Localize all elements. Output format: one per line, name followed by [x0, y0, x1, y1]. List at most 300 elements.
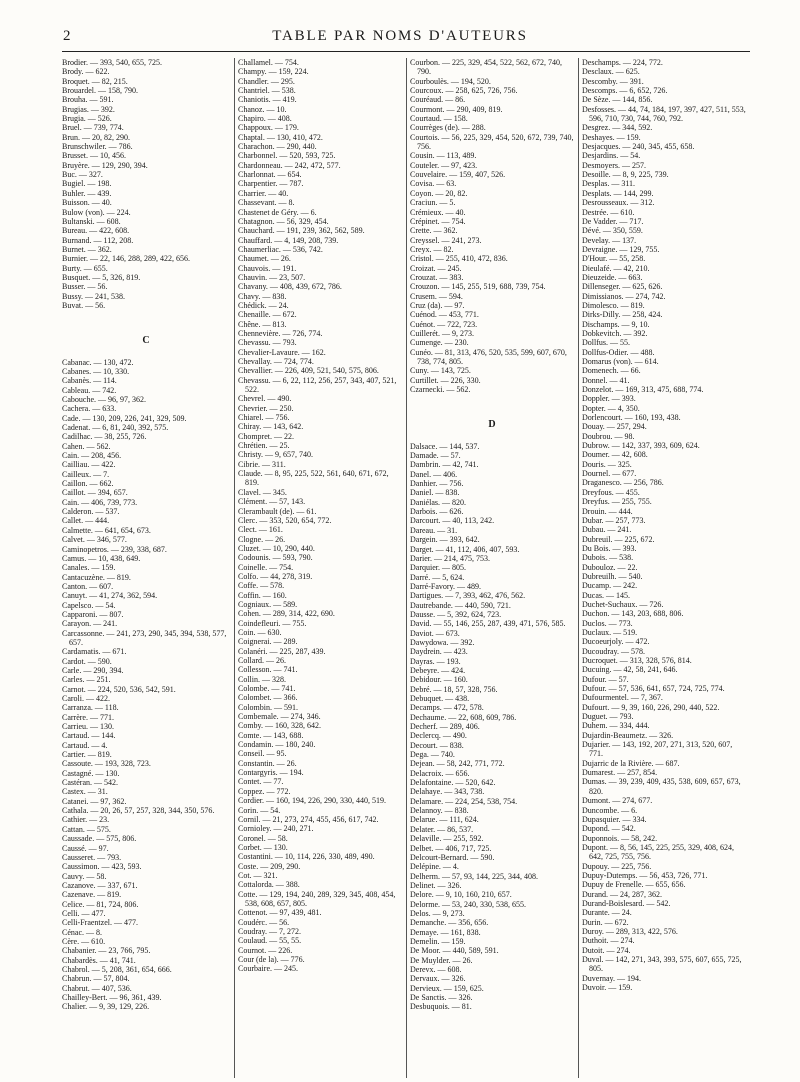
index-entry: Chiray. — 143, 642.	[238, 422, 304, 432]
index-entry: Desoille. — 8, 9, 225, 739.	[582, 170, 669, 180]
index-entry: Covisa. — 63.	[410, 179, 457, 189]
index-entry: Creyssel. — 241, 273.	[410, 235, 482, 245]
index-entry: Craciun. — 5.	[410, 198, 456, 208]
index-entry: Du Bois. — 393.	[582, 543, 637, 553]
index-entry: Cabanac. — 130, 472.	[62, 357, 134, 367]
index-entry: Coudray. — 7, 272.	[238, 926, 302, 936]
index-entry: Contet. — 77.	[238, 777, 284, 787]
index-entry: Cogniaux. — 589.	[238, 599, 298, 609]
index-entry: Cruz (da). — 97.	[410, 300, 465, 310]
index-entry: Damade. — 57.	[410, 451, 461, 461]
index-entry: Destrée. — 610.	[582, 207, 635, 217]
index-entry: Dupasquier. — 334.	[582, 814, 647, 824]
index-entry: Darier. — 214, 475, 753.	[410, 553, 490, 563]
index-entry: Cousin. — 113, 489.	[410, 151, 477, 161]
index-entry: Bulow (von). — 224.	[62, 207, 131, 217]
index-entry: Capparoni. — 807.	[62, 609, 124, 619]
index-entry: Creyx. — 82.	[410, 244, 454, 254]
index-entry: Duchet-Suchaux. — 726.	[582, 599, 664, 609]
index-entry: Caminopetros. — 239, 338, 687.	[62, 544, 167, 554]
index-entry: Caussé. — 97.	[62, 843, 109, 853]
index-entry: Carles. — 251.	[62, 675, 111, 685]
index-entry: Chantriel. — 538.	[238, 86, 296, 96]
index-entry: Charpentier. — 787.	[238, 179, 304, 189]
index-entry: Dubreuilh. — 540.	[582, 571, 643, 581]
index-entry: Chaumerliac. — 536, 742.	[238, 244, 323, 254]
index-entry: Duroy. — 289, 313, 422, 576.	[582, 926, 678, 936]
index-entry: Combemale. — 274, 346.	[238, 712, 321, 722]
index-entry: Dimissianos. — 274, 742.	[582, 291, 666, 301]
index-entry: Cain. — 208, 456.	[62, 451, 122, 461]
index-entry: Coffin. — 160.	[238, 590, 287, 600]
index-entry: Coronel. — 58.	[238, 833, 288, 843]
index-entry: Courbon. — 225, 329, 454, 522, 562, 672, 740, 790.	[410, 58, 562, 77]
index-entry: Carrère. — 771.	[62, 712, 114, 722]
index-entry: Cordier. — 160, 194, 226, 290, 330, 440, 519.	[238, 796, 386, 806]
index-entry: Cadenat. — 6, 81, 240, 392, 575.	[62, 423, 169, 433]
index-entry: D'Hour. — 55, 258.	[582, 254, 646, 264]
index-entry: Crouzat. — 383.	[410, 272, 464, 282]
index-entry: Cailliau. — 422.	[62, 460, 116, 470]
index-entry: Cahen. — 562.	[62, 441, 111, 451]
index-entry: Chevassu. — 793.	[238, 338, 297, 348]
index-entry: Chabanier. — 23, 766, 795.	[62, 946, 151, 956]
index-entry: Brugias. — 392.	[62, 104, 115, 114]
index-entry: Darbois. — 626.	[410, 507, 464, 517]
index-entry: Duncombe. — 6.	[582, 805, 638, 815]
index-entry: Dimolesco. — 819.	[582, 300, 645, 310]
index-entry: Declercq. — 490.	[410, 731, 467, 741]
index-entry: Duthoit. — 274.	[582, 936, 635, 946]
index-entry: Cartaud. — 4.	[62, 740, 108, 750]
index-entry: Cottalorda. — 388.	[238, 880, 300, 890]
index-entry: Buc. — 327.	[62, 170, 103, 180]
index-entry: Daniel. — 838.	[410, 488, 460, 498]
index-entry: Collard. — 26.	[238, 656, 286, 665]
index-entry: Cournot. — 226.	[238, 945, 293, 955]
index-entry: Desplats. — 144, 299.	[582, 188, 654, 198]
index-entry: Coste. — 209, 290.	[238, 861, 301, 871]
index-entry: Carcassonne. — 241, 273, 290, 345, 394, 538, 577, 657.	[62, 628, 227, 647]
index-entry: Conseil. — 95.	[238, 749, 287, 759]
index-entry: Duval. — 142, 271, 343, 393, 575, 607, 655, 725, 805.	[582, 955, 742, 974]
index-entry: Chassevant. — 8.	[238, 198, 295, 208]
index-entry: Durante. — 24.	[582, 908, 632, 918]
index-entry: Colombet. — 366.	[238, 693, 298, 703]
index-entry: Cazenave. — 819.	[62, 890, 122, 900]
index-entry: Dollfus-Odier. — 488.	[582, 347, 655, 357]
index-entry: Dechaume. — 22, 608, 609, 786.	[410, 712, 517, 722]
index-entry: Crette. — 362.	[410, 226, 458, 236]
index-entry: Brugia. — 526.	[62, 114, 112, 124]
index-entry: Ducoeurjoly. — 472.	[582, 637, 650, 647]
index-entry: Durand-Boislesard. — 542.	[582, 898, 671, 908]
index-entry: Colombin. — 591.	[238, 702, 299, 712]
index-entry: Bureau. — 422, 608.	[62, 226, 130, 236]
index-entry: Demaye. — 161, 838.	[410, 927, 481, 937]
index-entry: Coudérc. — 56.	[238, 917, 290, 927]
index-entry: Coignerai. — 289.	[238, 637, 298, 647]
index-entry: Cot. — 321.	[238, 870, 278, 880]
index-entry: Challamel. — 754.	[238, 58, 299, 67]
index-entry: Cathier. — 23.	[62, 815, 110, 825]
index-entry: Chevrel. — 490.	[238, 394, 292, 404]
index-entry: Burnand. — 112, 208.	[62, 235, 134, 245]
index-entry: Demelin. — 159.	[410, 936, 466, 946]
index-entry: Dumarest. — 257, 854.	[582, 768, 658, 778]
index-entry: Busquet. — 5, 326, 819.	[62, 272, 141, 282]
index-entry: Collesson. — 741.	[238, 665, 298, 675]
index-entry: Couréaud. — 86.	[410, 95, 466, 105]
index-entry: Chalier. — 9, 39, 129, 226.	[62, 1002, 150, 1012]
index-entry: Chanoz. — 10.	[238, 104, 287, 114]
index-entry: Chauvin. — 23, 507.	[238, 272, 306, 282]
index-entry: Delaville. — 255, 592.	[410, 834, 484, 844]
index-entry: Chabrut. — 407, 536.	[62, 983, 132, 993]
index-entry: Delépine. — 4.	[410, 862, 459, 872]
index-entry: Coffe. — 578.	[238, 581, 285, 591]
index-entry: Delamare. — 224, 254, 538, 754.	[410, 796, 518, 806]
index-entry: Durand. — 24, 287, 362.	[582, 889, 662, 899]
index-entry: Coppez. — 772.	[238, 786, 291, 796]
index-entry: Delbet. — 406, 717, 725.	[410, 843, 492, 853]
index-entry: Celli-Fraentzel. — 477.	[62, 918, 138, 928]
index-entry: Dupont. — 8, 56, 145, 225, 255, 329, 408, 624, 642, 725, 755, 756.	[582, 842, 734, 862]
index-entry: Dufourt. — 9, 39, 160, 226, 290, 440, 522.	[582, 702, 720, 712]
index-entry: Chardonneau. — 242, 472, 577.	[238, 160, 341, 170]
index-entry: Codounis. — 593, 790.	[238, 553, 313, 563]
index-entry: Ducuing. — 42, 58, 241, 646.	[582, 665, 678, 675]
index-entry: Corin. — 54.	[238, 805, 281, 815]
index-entry: Czarnecki. — 562.	[410, 385, 471, 395]
index-column-4	[578, 58, 750, 1078]
index-entry: Delos. — 9, 273.	[410, 908, 465, 918]
index-entry: Chenaille. — 672.	[238, 310, 297, 320]
index-entry: Courmont. — 290, 409, 819.	[410, 104, 503, 114]
index-entry: Debuquet. — 438.	[410, 694, 470, 703]
index-entry: Dautrebande. — 440, 590, 721.	[410, 600, 511, 610]
index-entry: Crépinet. — 754.	[410, 216, 466, 226]
index-entry: Burty. — 655.	[62, 263, 108, 273]
index-entry: Dutoit. — 274.	[582, 945, 631, 955]
index-entry: Courboulès. — 194, 520.	[410, 76, 491, 86]
index-entry: Courrèges (de). — 288.	[410, 123, 486, 133]
index-entry: Cuénot. — 722, 723.	[410, 319, 478, 329]
index-entry: Chavany. — 408, 439, 672, 786.	[238, 282, 342, 292]
index-entry: Deschamps. — 224, 772.	[582, 58, 663, 67]
index-entry: Buisson. — 40.	[62, 198, 112, 208]
index-entry: Colanéri. — 225, 287, 439.	[238, 646, 326, 656]
index-entry: Chennevière. — 726, 774.	[238, 328, 323, 338]
index-entry: Bruel. — 739, 774.	[62, 123, 124, 133]
index-entry: Dupuy de Frenelle. — 655, 656.	[582, 880, 686, 890]
index-entry: Dieuzeide. — 663.	[582, 272, 643, 282]
index-entry: Descomps. — 6, 652, 726.	[582, 86, 668, 96]
index-entry: Cour (de la). — 776.	[238, 955, 305, 964]
index-entry: Caillon. — 662.	[62, 479, 114, 489]
index-entry: Cailleux. — 7.	[62, 469, 110, 479]
index-entry: Chailley-Bert. — 96, 361, 439.	[62, 993, 162, 1002]
index-entry: Carayon. — 241.	[62, 619, 118, 629]
index-entry: Carle. — 290, 394.	[62, 665, 124, 675]
section-letter: D	[488, 419, 496, 431]
index-entry: Dévé. — 350, 559.	[582, 226, 643, 236]
index-entry: Cachera. — 633.	[62, 404, 117, 414]
page-header	[50, 28, 750, 50]
index-entry: Dervaux. — 326.	[410, 974, 466, 984]
index-entry: Chêne. — 813.	[238, 319, 287, 329]
index-entry: Dournel. — 677.	[582, 469, 637, 479]
index-entry: Delore. — 9, 10, 160, 210, 657.	[410, 890, 512, 900]
index-entry: Curtillet. — 226, 330.	[410, 375, 481, 385]
index-entry: Ducroquet. — 313, 328, 576, 814.	[582, 656, 692, 665]
index-entry: Delannoy. — 838.	[410, 806, 469, 816]
index-entry: Drouin. — 444.	[582, 506, 633, 516]
index-entry: Deshayes. — 159.	[582, 132, 641, 142]
index-entry: Desjardins. — 54.	[582, 151, 641, 161]
index-entry: Ducamp. — 242.	[582, 581, 638, 591]
index-entry: Celli. — 477.	[62, 908, 106, 918]
index-entry: Dervieux. — 159, 625.	[410, 983, 484, 993]
index-entry: Clogne. — 26.	[238, 534, 286, 544]
index-entry: Cornioley. — 240, 271.	[238, 824, 314, 834]
index-entry: Doubrou. — 98.	[582, 431, 635, 441]
index-entry: Dreyfus. — 255, 755.	[582, 497, 652, 507]
index-entry: Desrousseaux. — 312.	[582, 198, 655, 208]
index-entry: Cornil. — 21, 273, 274, 455, 456, 617, 742.	[238, 814, 379, 824]
index-entry: Cadilhac. — 38, 255, 726.	[62, 432, 147, 442]
index-entry: Calmette. — 641, 654, 673.	[62, 525, 151, 535]
index-entry: Brun. — 20, 82, 290.	[62, 132, 130, 142]
index-entry: Carranza. — 118.	[62, 703, 119, 713]
index-entry: Dareau. — 31.	[410, 525, 458, 535]
index-entry: Duguet. — 793.	[582, 712, 634, 722]
index-entry: Dumas. — 39, 239, 409, 435, 538, 609, 657, 673, 820.	[582, 777, 741, 796]
index-entry: Ducas. — 145.	[582, 590, 630, 600]
index-entry: Decherf. — 289, 406.	[410, 722, 480, 732]
index-entry: Dejean. — 58, 242, 771, 772.	[410, 759, 505, 769]
index-entry: Burnet. — 362.	[62, 244, 112, 254]
index-entry: Dubau. — 241.	[582, 525, 632, 535]
index-entry: De Sèze. — 144, 856.	[582, 95, 653, 105]
index-entry: Durin. — 672.	[582, 917, 629, 927]
index-entry: Dubois. — 538.	[582, 553, 634, 563]
index-entry: Bruyère. — 129, 290, 394.	[62, 160, 148, 170]
index-entry: Comte. — 143, 688.	[238, 730, 304, 740]
index-entry: Cabanès. — 114.	[62, 376, 117, 386]
index-entry: Clément. — 57, 143.	[238, 497, 306, 507]
page-number: 2	[63, 28, 71, 44]
index-entry: Donzelot. — 169, 313, 475, 688, 774.	[582, 385, 704, 395]
index-entry: Coyon. — 20, 82.	[410, 188, 468, 198]
index-entry: Dumont. — 274, 677.	[582, 796, 653, 806]
index-columns	[62, 58, 752, 1078]
index-entry: Dayras. — 193.	[410, 656, 461, 666]
index-entry: Delcourt-Bernard. — 590.	[410, 852, 495, 862]
index-entry: Dreyfous. — 455.	[582, 487, 640, 497]
index-entry: Desclaux. — 625.	[582, 67, 640, 77]
index-entry: Dopter. — 4, 350.	[582, 403, 640, 413]
index-entry: Douris. — 325.	[582, 459, 632, 469]
index-entry: Cathala. — 20, 26, 57, 257, 328, 344, 350, 576.	[62, 806, 215, 816]
index-entry: Constantin. — 26.	[238, 758, 297, 768]
index-entry: Brusset. — 10, 456.	[62, 151, 126, 161]
index-entry: Canuyt. — 41, 274, 362, 594.	[62, 591, 158, 601]
index-entry: Caroli. — 422.	[62, 694, 110, 703]
index-entry: Desjacques. — 240, 345, 455, 658.	[582, 142, 695, 152]
index-entry: Dobkevitch. — 392.	[582, 328, 648, 338]
index-entry: Carrieu. — 130.	[62, 722, 114, 732]
index-entry: Cunéo. — 81, 313, 476, 520, 535, 599, 607, 670, 738, 774, 805.	[410, 347, 567, 366]
index-entry: Derevx. — 608.	[410, 964, 462, 974]
index-entry: Douay. — 257, 294.	[582, 422, 647, 432]
index-entry: Corbet. — 130.	[238, 842, 288, 852]
index-entry: Caussade. — 575, 806.	[62, 834, 137, 844]
index-entry: Chaumet. — 26.	[238, 254, 291, 264]
index-entry: Dufour. — 57, 536, 641, 657, 724, 725, 774.	[582, 684, 725, 694]
index-entry: Brody. — 622.	[62, 67, 110, 77]
index-entry: Courtaud. — 158.	[410, 114, 468, 124]
index-entry: Callet. — 444.	[62, 516, 110, 526]
index-entry: Contargyris. — 194.	[238, 768, 304, 778]
index-entry: Charachon. — 290, 440.	[238, 142, 317, 152]
index-entry: Delarue. — 111, 624.	[410, 815, 479, 825]
index-column-2	[234, 58, 406, 1078]
index-entry: Delherm. — 57, 93, 144, 225, 344, 408.	[410, 871, 538, 881]
index-entry: Chevassu. — 6, 22, 112, 256, 257, 343, 407, 521, 522.	[238, 375, 397, 395]
section-letter: C	[142, 335, 150, 347]
index-entry: Darquier. — 805.	[410, 563, 466, 573]
index-entry: Dollfus. — 55.	[582, 338, 630, 348]
index-entry: Chaptal. — 130, 410, 472.	[238, 132, 323, 142]
index-entry: Couvelaire. — 159, 407, 526.	[410, 170, 506, 180]
index-entry: Cain. — 406, 739, 773.	[62, 497, 138, 507]
index-entry: Coulaud. — 55, 55.	[238, 936, 302, 946]
index-entry: David. — 55, 146, 255, 287, 439, 471, 576, 585.	[410, 619, 566, 629]
index-entry: Clavel. — 345.	[238, 487, 287, 497]
index-entry: Colombe. — 741.	[238, 684, 296, 694]
index-entry: Chavy. — 838.	[238, 291, 287, 301]
index-entry: Dufourmentel. — 7, 367.	[582, 693, 663, 703]
index-entry: Celice. — 81, 724, 806.	[62, 899, 139, 909]
index-entry: Comby. — 160, 328, 642.	[238, 721, 322, 731]
index-entry: Danel. — 406.	[410, 469, 458, 479]
index-entry: Dubouloz. — 22.	[582, 562, 638, 572]
index-entry: Dupouy. — 225, 756.	[582, 861, 652, 871]
index-entry: Crouzon. — 145, 255, 519, 688, 739, 754.	[410, 282, 546, 292]
index-entry: Coin. — 630.	[238, 627, 282, 637]
index-entry: Chiarel. — 756.	[238, 413, 290, 423]
index-entry: De Vadder. — 717.	[582, 216, 644, 226]
index-entry: Dargein. — 393, 642.	[410, 535, 480, 545]
index-entry: Devraigne. — 129, 755.	[582, 244, 660, 254]
index-entry: Chevallier. — 226, 409, 521, 540, 575, 806.	[238, 366, 379, 376]
index-entry: Delater. — 86, 537.	[410, 824, 474, 834]
index-entry: Castagné. — 130.	[62, 768, 120, 778]
index-entry: Ducoudray. — 578.	[582, 646, 646, 656]
index-entry: Clect. — 161.	[238, 525, 283, 535]
index-entry: Brouardel. — 158, 790.	[62, 86, 138, 96]
index-entry: Buvat. — 56.	[62, 300, 106, 310]
index-entry: Darget. — 41, 112, 406, 407, 593.	[410, 544, 520, 554]
index-entry: Cuny. — 143, 725.	[410, 366, 471, 376]
index-entry: Dubrow. — 142, 337, 393, 609, 624.	[582, 441, 700, 451]
index-entry: Decourt. — 838.	[410, 740, 464, 750]
index-entry: Debeyre. — 424.	[410, 665, 466, 675]
index-entry: Buhler. — 439.	[62, 188, 112, 198]
index-entry: Dartigues. — 7, 393, 462, 476, 562.	[410, 591, 526, 601]
index-entry: Chabrol. — 5, 208, 361, 654, 666.	[62, 964, 172, 974]
index-entry: Dieulafé. — 42, 210.	[582, 263, 650, 273]
index-entry: Chabrun. — 57, 804.	[62, 974, 130, 984]
index-entry: Chevallay. — 724, 774.	[238, 357, 314, 366]
index-entry: Cableau. — 742.	[62, 385, 117, 395]
index-entry: Desgrez. — 344, 592.	[582, 123, 653, 133]
index-entry: Duvernay. — 194.	[582, 973, 642, 983]
index-entry: Desfosses. — 44, 74, 184, 197, 397, 427, 511, 553, 596, 710, 730, 744, 760, 792.	[582, 104, 746, 124]
index-entry: Donnel. — 41.	[582, 375, 630, 385]
index-entry: Caussimon. — 423, 593.	[62, 862, 142, 872]
index-entry: Desbuquois. — 81.	[410, 1002, 472, 1012]
index-entry: Darré-Favory. — 489.	[410, 581, 482, 591]
index-entry: Duhem. — 334, 444.	[582, 721, 650, 731]
index-entry: Dillenseger. — 625, 626.	[582, 282, 663, 292]
index-entry: Delacroix. — 656.	[410, 768, 470, 778]
index-entry: Domarus (von). — 614.	[582, 357, 659, 366]
index-entry: Cauvy. — 58.	[62, 871, 107, 881]
index-entry: Cristol. — 255, 410, 472, 836.	[410, 254, 508, 264]
index-entry: Draganesco. — 256, 786.	[582, 478, 664, 488]
index-entry: Darcourt. — 40, 113, 242.	[410, 516, 495, 526]
index-entry: Doumer. — 42, 608.	[582, 450, 648, 460]
index-entry: Delahaye. — 343, 738.	[410, 787, 485, 797]
index-entry: Dujarier. — 143, 192, 207, 271, 313, 520, 607, 771.	[582, 740, 733, 759]
index-entry: Cumenge. — 230.	[410, 338, 469, 348]
index-entry: Crusem. — 594.	[410, 291, 463, 301]
index-entry: Coinelle. — 754.	[238, 562, 294, 572]
index-entry: Debré. — 18, 57, 328, 756.	[410, 684, 498, 694]
index-entry: Chabardès. — 41, 741.	[62, 955, 136, 965]
index-entry: Chevalier-Lavaure. — 162.	[238, 347, 326, 357]
index-entry: Caillot. — 394, 657.	[62, 488, 128, 498]
index-entry: Chauffard. — 4, 149, 208, 739.	[238, 235, 339, 245]
index-entry: Duponnois. — 58, 242.	[582, 833, 658, 843]
index-entry: Couteler. — 97, 423.	[410, 160, 478, 170]
index-entry: Delinet. — 326.	[410, 880, 462, 890]
index-entry: Dega. — 740.	[410, 750, 455, 760]
index-entry: Cuillerét. — 9, 273.	[410, 328, 474, 338]
index-entry: Cartier. — 819.	[62, 750, 112, 760]
index-entry: Brodier. — 393, 540, 655, 725.	[62, 58, 162, 67]
index-entry: Dujarric de la Rivière. — 687.	[582, 758, 680, 768]
header-rule	[62, 51, 750, 52]
index-entry: Duclaux. — 519.	[582, 627, 638, 637]
index-entry: Delorme. — 53, 240, 330, 538, 655.	[410, 899, 526, 909]
index-entry: Delafontaine. — 520, 642.	[410, 778, 496, 788]
index-entry: Chaniotis. — 419.	[238, 95, 297, 105]
index-entry: Chatagnon. — 56, 329, 454.	[238, 216, 329, 226]
index-entry: Cantacuzène. — 819.	[62, 572, 131, 582]
index-entry: Duchon. — 143, 203, 688, 806.	[582, 609, 684, 619]
index-entry: Colfo. — 44, 278, 319.	[238, 571, 313, 581]
index-entry: Decamps. — 472, 578.	[410, 703, 484, 713]
index-entry: Carnot. — 224, 520, 536, 542, 591.	[62, 684, 176, 694]
index-entry: Christy. — 9, 657, 740.	[238, 450, 314, 460]
index-entry: Daniélas. — 820.	[410, 497, 466, 507]
index-entry: Camus. — 10, 438, 649.	[62, 553, 141, 563]
index-entry: Cotte. — 129, 194, 240, 289, 329, 345, 408, 454, 538, 608, 657, 805.	[238, 889, 396, 908]
index-entry: Brouha. — 591.	[62, 95, 114, 105]
